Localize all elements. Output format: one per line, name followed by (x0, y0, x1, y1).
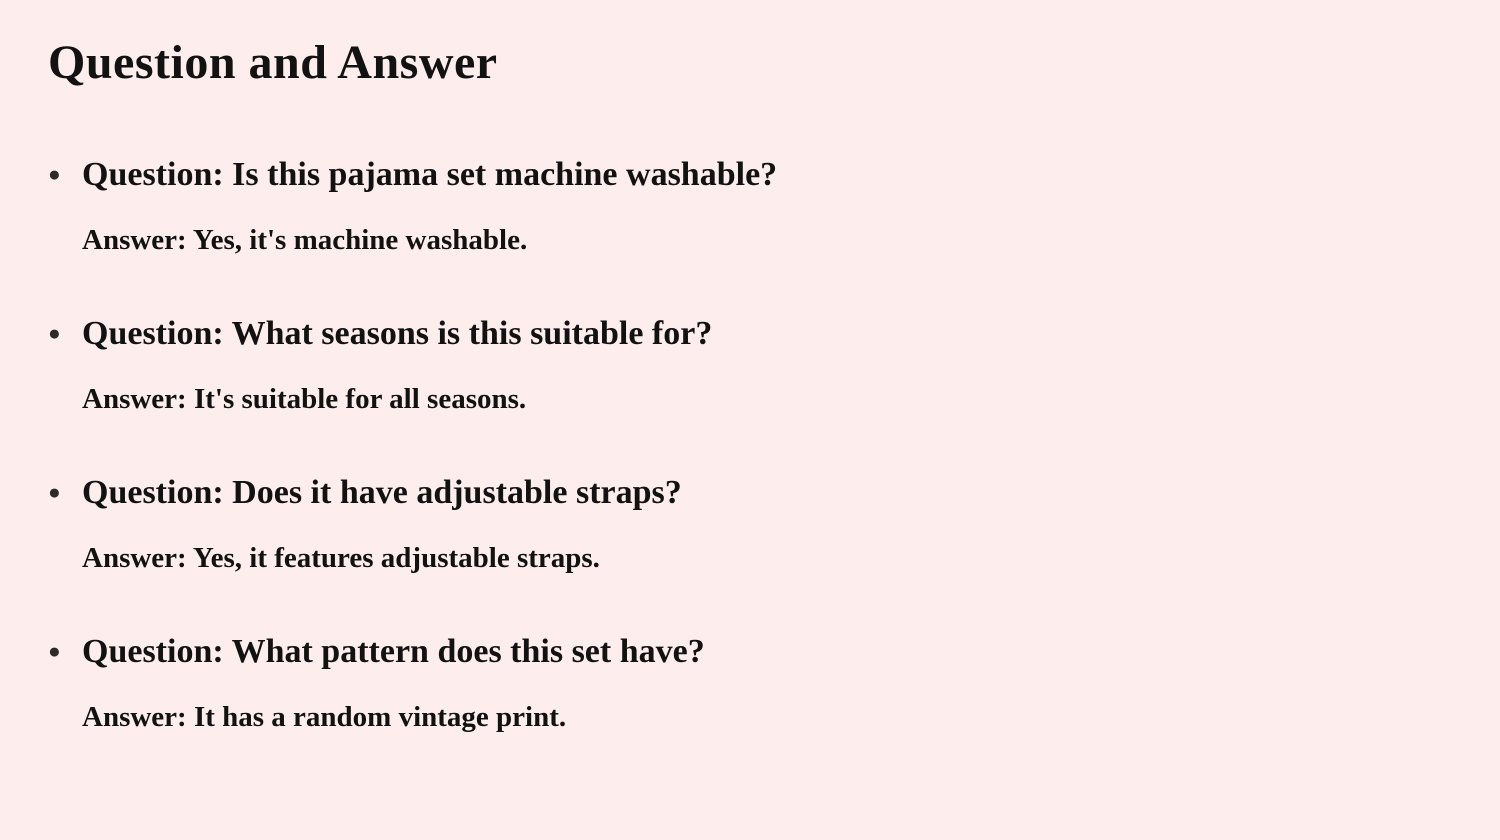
bullet-icon: ● (48, 162, 61, 186)
qa-item (48, 472, 1440, 576)
bullet-icon: ● (48, 480, 61, 504)
qa-item (48, 631, 1440, 735)
question-text: Question: What seasons is this suitable for? (82, 315, 713, 352)
bullet-icon: ● (48, 321, 61, 345)
question-text: Question: Is this pajama set machine washable? (82, 156, 778, 193)
answer-text: Answer: Yes, it features adjustable straps. (82, 542, 600, 574)
page-title: Question and Answer (48, 36, 498, 89)
qa-text-block (82, 472, 1440, 576)
qa-item (48, 313, 1440, 417)
qa-text-block (82, 313, 1440, 417)
qa-text-block (82, 154, 1440, 258)
qa-item (48, 154, 1440, 258)
answer-text: Answer: It's suitable for all seasons. (82, 383, 527, 415)
question-text: Question: Does it have adjustable straps? (82, 474, 682, 511)
question-text: Question: What pattern does this set have? (82, 633, 705, 670)
qa-text-block (82, 631, 1440, 735)
answer-text: Answer: Yes, it's machine washable. (82, 224, 528, 256)
bullet-icon: ● (48, 639, 61, 663)
answer-text: Answer: It has a random vintage print. (82, 701, 567, 733)
qa-list (48, 154, 1440, 735)
